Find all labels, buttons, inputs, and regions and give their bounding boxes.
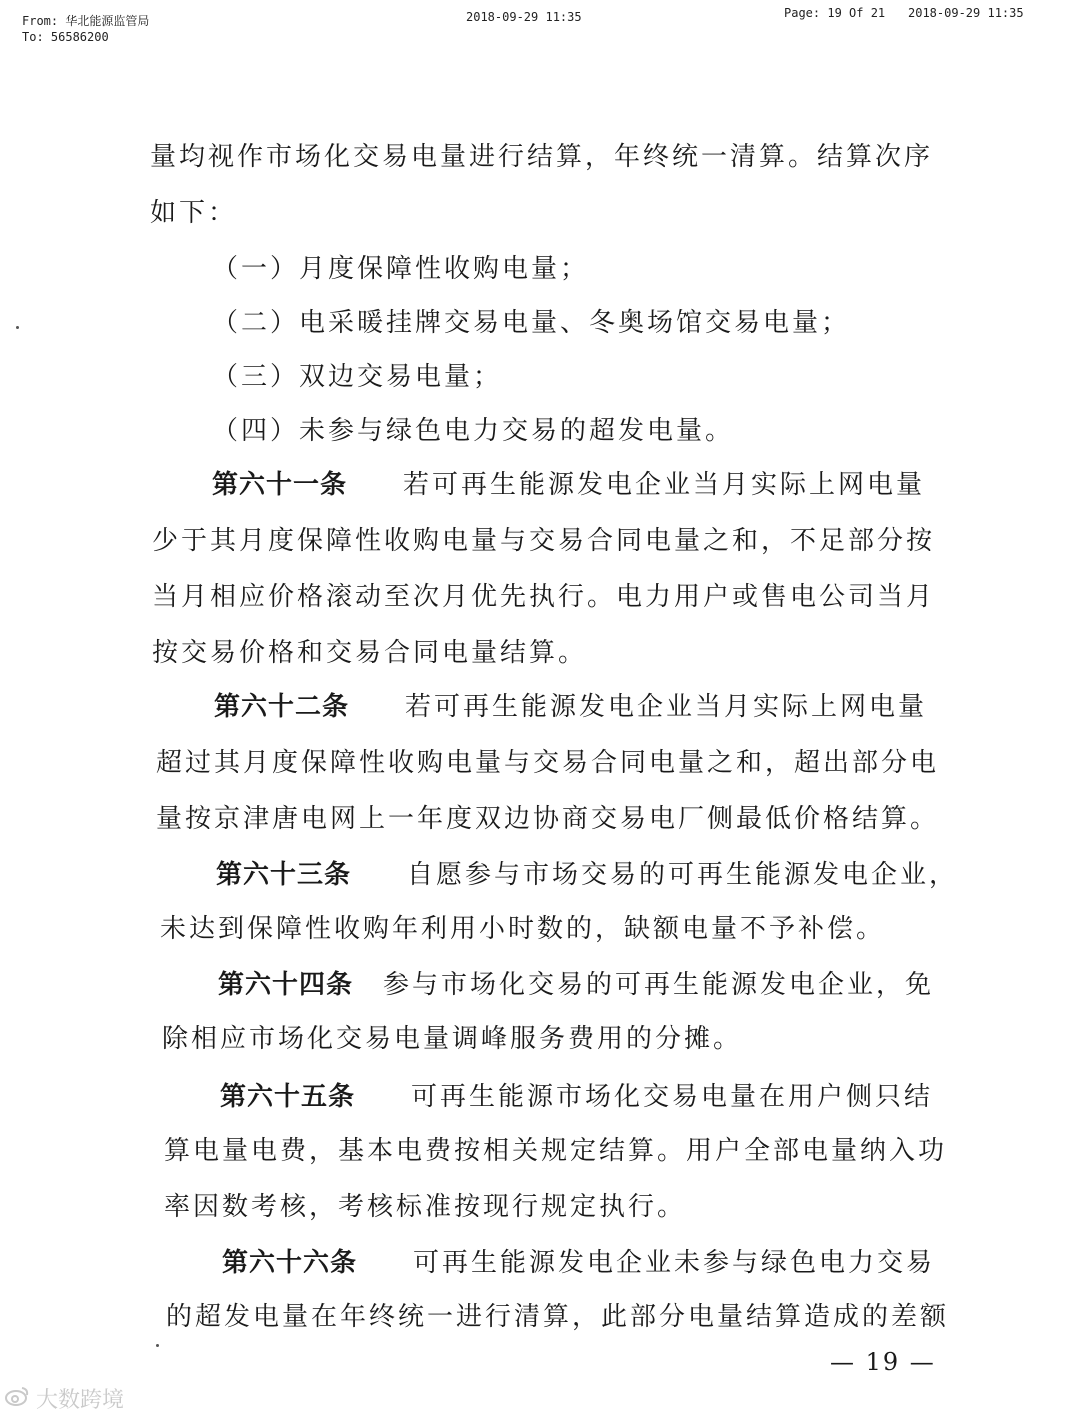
article-66 — [222, 1246, 935, 1280]
fax-page: Page: 19 Of 21 — [784, 6, 886, 20]
article-text: 按交易价格和交易合同电量结算。 — [152, 638, 588, 668]
article-text: 超过其月度保障性收购电量与交易合同电量之和，超出部分电 — [156, 748, 940, 778]
article-text: 可再生能源发电企业未参与绿色电力交易 — [413, 1248, 936, 1278]
article-64 — [218, 968, 934, 1002]
page-number: — 19 — — [830, 1348, 936, 1376]
article-text: 参与市场化交易的可再生能源发电企业，免 — [383, 970, 935, 1000]
fax-page-timestamp: 2018-09-29 11:35 — [908, 6, 1024, 20]
article-label: 第六十六条 — [222, 1248, 358, 1278]
article-label: 第六十二条 — [214, 692, 350, 722]
list-item: （三）双边交易电量； — [212, 362, 503, 392]
article-61 — [212, 468, 925, 502]
intro-line: 如下： — [150, 198, 238, 228]
list-item: （二）电采暖挂牌交易电量、冬奥场馆交易电量； — [212, 308, 851, 338]
article-text: 自愿参与市场交易的可再生能源发电企业， — [407, 860, 959, 890]
article-label: 第六十四条 — [218, 970, 354, 1000]
intro-line: 量均视作市场化交易电量进行结算，年终统一清算。结算次序 — [150, 142, 934, 172]
article-text: 少于其月度保障性收购电量与交易合同电量之和，不足部分按 — [152, 526, 936, 556]
fax-from: From: 华北能源监管局 — [22, 14, 150, 28]
scan-speck — [16, 326, 19, 329]
fax-to: To: 56586200 — [22, 30, 109, 44]
watermark — [4, 1383, 124, 1414]
scan-speck — [156, 1344, 159, 1347]
article-text: 可再生能源市场化交易电量在用户侧只结 — [411, 1082, 934, 1112]
article-text: 算电量电费，基本电费按相关规定结算。用户全部电量纳入功 — [164, 1136, 948, 1166]
article-text: 率因数考核，考核标准按现行规定执行。 — [164, 1192, 687, 1222]
article-65 — [220, 1080, 933, 1114]
article-text: 若可再生能源发电企业当月实际上网电量 — [405, 692, 928, 722]
article-63 — [216, 858, 958, 892]
article-label: 第六十五条 — [220, 1082, 356, 1112]
list-item: （四）未参与绿色电力交易的超发电量。 — [212, 416, 735, 446]
article-label: 第六十一条 — [212, 470, 348, 500]
article-text: 若可再生能源发电企业当月实际上网电量 — [403, 470, 926, 500]
article-label: 第六十三条 — [216, 860, 352, 890]
weibo-icon — [4, 1385, 30, 1412]
fax-header — [0, 6, 1080, 50]
article-text: 除相应市场化交易电量调峰服务费用的分摊。 — [162, 1024, 743, 1054]
article-text: 当月相应价格滚动至次月优先执行。电力用户或售电公司当月 — [152, 582, 936, 612]
article-text: 量按京津唐电网上一年度双边协商交易电厂侧最低价格结算。 — [156, 804, 940, 834]
article-text: 的超发电量在年终统一进行清算，此部分电量结算造成的差额 — [166, 1302, 950, 1332]
fax-timestamp: 2018-09-29 11:35 — [466, 10, 582, 24]
watermark-text: 大数跨境 — [36, 1388, 125, 1413]
article-text: 未达到保障性收购年利用小时数的，缺额电量不予补偿。 — [160, 914, 886, 944]
article-62 — [214, 690, 927, 724]
list-item: （一）月度保障性收购电量； — [212, 254, 590, 284]
